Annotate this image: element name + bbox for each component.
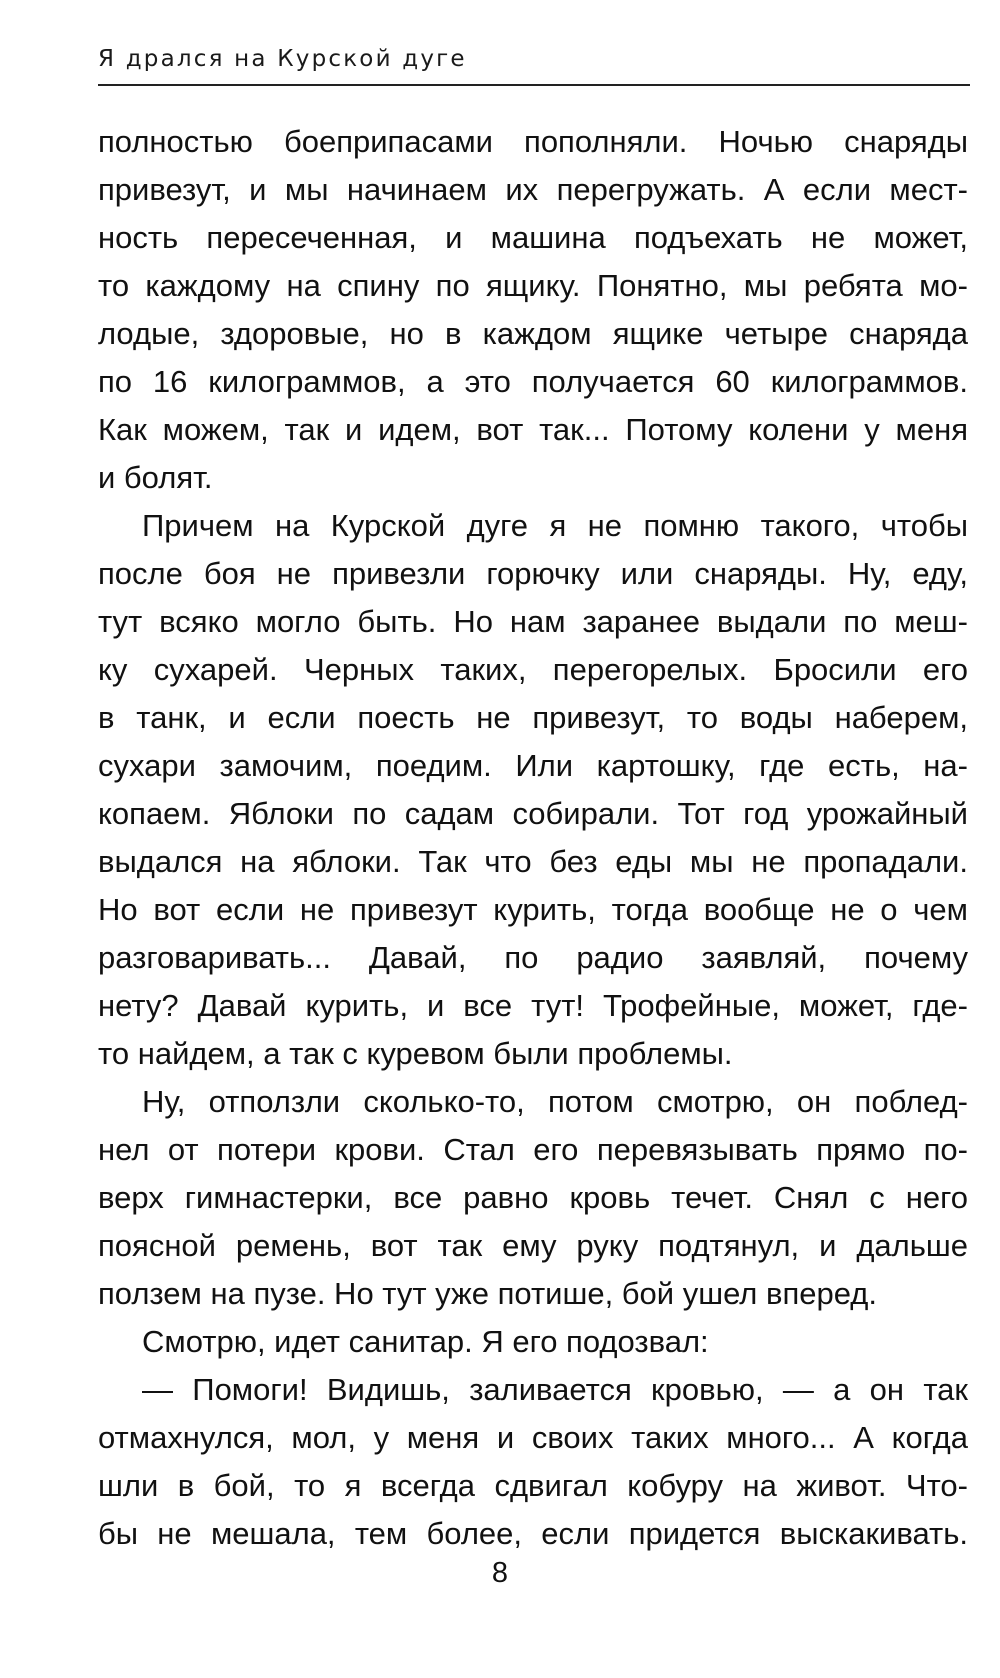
- text-line: Смотрю, идет санитар. Я его подозвал:: [142, 1324, 709, 1359]
- text-line: ку сухарей. Черных таких, перегорелых. Бросили его: [98, 652, 968, 687]
- text-line: по 16 килограммов, а это получается 60 килограммов.: [98, 364, 968, 399]
- text-line: сухари замочим, поедим. Или картошку, где есть, на-: [98, 748, 968, 783]
- text-line: бы не мешала, тем более, если придется выскакивать.: [98, 1516, 968, 1551]
- text-line: Как можем, так и идем, вот так... Потому колени у меня: [98, 412, 968, 447]
- text-line: то каждому на спину по ящику. Понятно, мы ребята мо-: [98, 268, 968, 303]
- text-line: полностью боеприпасами пополняли. Ночью снаряды: [98, 124, 968, 159]
- text-line: копаем. Яблоки по садам собирали. Тот год урожайный: [98, 796, 968, 831]
- text-line: — Помоги! Видишь, заливается кровью, — а он так: [142, 1372, 968, 1407]
- text-line: нету? Давай курить, и все тут! Трофейные, может, где-: [98, 988, 968, 1023]
- text-line: ползем на пузе. Но тут уже потише, бой ушел вперед.: [98, 1276, 877, 1311]
- text-line: привезут, и мы начинаем их перегружать. А если мест-: [98, 172, 968, 207]
- text-line: то найдем, а так с куревом были проблемы.: [98, 1036, 733, 1071]
- text-line: и болят.: [98, 460, 213, 495]
- text-line: нел от потери крови. Стал его перевязывать прямо по-: [98, 1132, 968, 1167]
- text-line: шли в бой, то я всегда сдвигал кобуру на живот. Что-: [98, 1468, 968, 1503]
- text-line: после боя не привезли горючку или снаряды. Ну, еду,: [98, 556, 968, 591]
- header-rule: [98, 84, 970, 86]
- text-line: Ну, отползли сколько-то, потом смотрю, он поблед-: [142, 1084, 968, 1119]
- text-line: поясной ремень, вот так ему руку подтянул, и дальше: [98, 1228, 968, 1263]
- text-line: лодые, здоровые, но в каждом ящике четыре снаряда: [98, 316, 968, 351]
- text-line: Причем на Курской дуге я не помню такого, чтобы: [142, 508, 968, 543]
- text-line: разговаривать... Давай, по радио заявляй, почему: [98, 940, 968, 975]
- text-line: выдался на яблоки. Так что без еды мы не пропадали.: [98, 844, 968, 879]
- text-line: верх гимнастерки, все равно кровь течет. Снял с него: [98, 1180, 968, 1215]
- body-text: [98, 118, 968, 1558]
- text-line: Но вот если не привезут курить, тогда вообще не о чем: [98, 892, 968, 927]
- running-header-title: Я дрался на Курской дуге: [98, 46, 467, 72]
- text-line: в танк, и если поесть не привезут, то воды наберем,: [98, 700, 968, 735]
- text-line: тут всяко могло быть. Но нам заранее выдали по меш-: [98, 604, 968, 639]
- text-line: отмахнулся, мол, у меня и своих таких много... А когда: [98, 1420, 968, 1455]
- page-number: 8: [491, 1557, 509, 1589]
- text-line: ность пересеченная, и машина подъехать не может,: [98, 220, 968, 255]
